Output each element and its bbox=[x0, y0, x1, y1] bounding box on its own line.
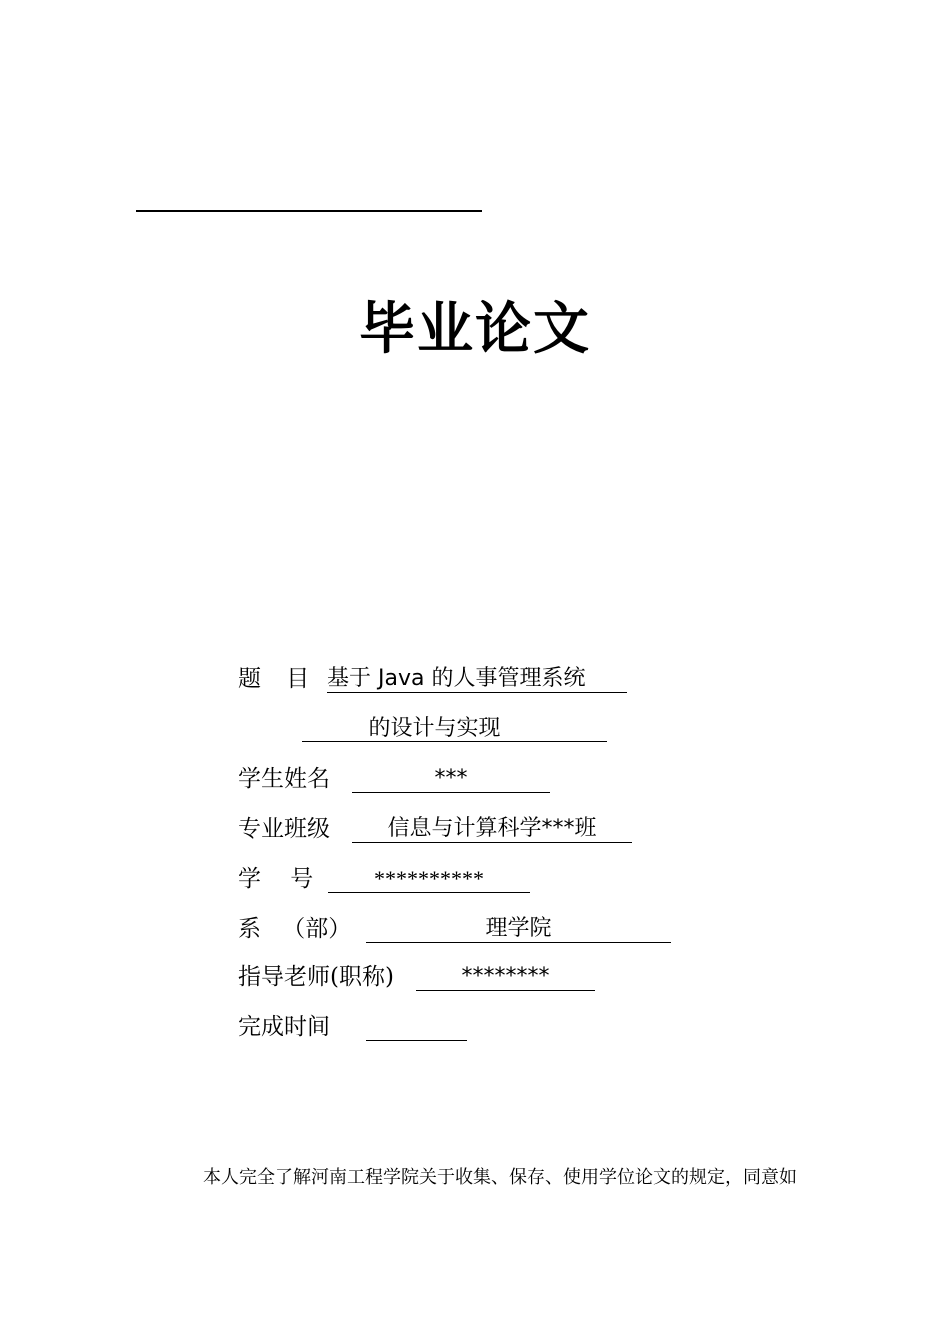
field-student-name-label: 学生姓名 bbox=[238, 766, 330, 792]
field-advisor-value: ******** bbox=[416, 962, 595, 991]
field-topic-value-line1: 基于 Java 的人事管理系统 bbox=[327, 664, 627, 693]
field-department-label: 系 （部） bbox=[238, 916, 352, 942]
field-completion-time-value bbox=[366, 1012, 467, 1041]
field-major-class bbox=[238, 814, 638, 846]
field-topic bbox=[238, 664, 658, 696]
field-topic-value-line2: 的设计与实现 bbox=[302, 714, 607, 742]
field-advisor bbox=[238, 962, 598, 994]
field-advisor-label: 指导老师(职称) bbox=[238, 964, 394, 990]
field-major-class-label: 专业班级 bbox=[238, 816, 330, 842]
field-student-id bbox=[238, 864, 538, 896]
document-title: 毕业论文 bbox=[359, 297, 591, 362]
declaration-text: 本人完全了解河南工程学院关于收集、保存、使用学位论文的规定，同意如 bbox=[203, 1167, 797, 1188]
field-student-id-label: 学 号 bbox=[238, 866, 314, 892]
field-student-name bbox=[238, 764, 558, 796]
field-major-class-value: 信息与计算科学***班 bbox=[352, 814, 632, 843]
field-completion-time bbox=[238, 1012, 478, 1044]
header-rule bbox=[136, 210, 482, 212]
field-completion-time-label: 完成时间 bbox=[238, 1014, 330, 1040]
field-topic-continued bbox=[302, 714, 612, 746]
field-topic-label: 题 目 bbox=[238, 666, 310, 692]
field-department-value: 理学院 bbox=[366, 914, 671, 943]
field-student-name-value: *** bbox=[352, 764, 550, 793]
field-student-id-value: ********** bbox=[328, 864, 530, 893]
field-department bbox=[238, 914, 678, 946]
